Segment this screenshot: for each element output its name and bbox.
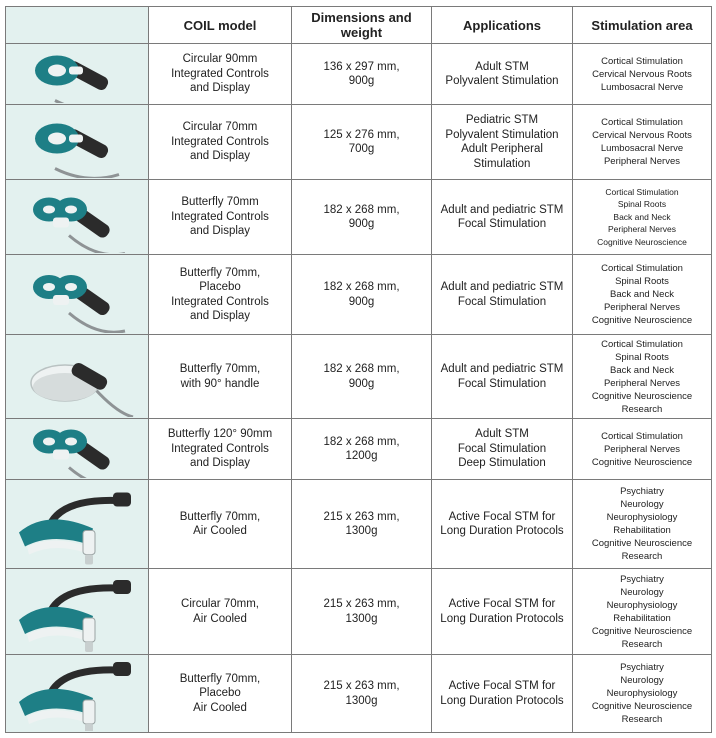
stimulation-area-cell <box>573 655 712 733</box>
stimulation-area-cell <box>573 419 712 480</box>
stimulation-area-line: Cortical Stimulation <box>605 186 679 197</box>
dimensions-line: 182 x 268 mm, <box>323 281 400 293</box>
stimulation-area-line: Back and Neck <box>610 364 674 376</box>
coil-model-line: with 90° handle <box>180 377 260 390</box>
applications-line: Long Duration Protocols <box>440 694 564 707</box>
applications-line: Active Focal STM for <box>448 510 556 523</box>
table-row <box>6 335 712 419</box>
header-stimulation-area: Stimulation area <box>573 7 712 44</box>
butterfly-90-handle-coil-icon <box>6 337 148 417</box>
stimulation-area-line: Cervical Nervous Roots <box>592 130 692 141</box>
applications-line: Adult STM <box>475 60 529 73</box>
applications-line: Focal Stimulation <box>457 295 547 308</box>
applications-cell <box>432 105 573 180</box>
stimulation-area-cell <box>573 255 712 335</box>
stimulation-area-line: Neurophysiology <box>606 688 678 699</box>
coil-model-line: and Display <box>189 82 251 95</box>
stimulation-area-line: Cognitive Neuroscience <box>597 236 687 247</box>
stimulation-area-line: Cognitive Neuroscience <box>591 538 693 549</box>
applications-line: Active Focal STM for <box>448 598 556 610</box>
coil-model-cell <box>149 255 292 335</box>
dimensions-cell <box>292 419 432 480</box>
stimulation-area-line: Cognitive Neuroscience <box>591 315 693 326</box>
stimulation-area-line: Rehabilitation <box>613 612 671 624</box>
dimensions-cell <box>292 105 432 180</box>
applications-line: Adult Peripheral <box>461 143 543 155</box>
applications-cell <box>432 569 573 655</box>
stimulation-area-line: Neurology <box>620 586 664 598</box>
applications-line: Long Duration Protocols <box>440 612 564 625</box>
circular-coil-icon <box>6 107 148 178</box>
stimulation-area-line: Cortical Stimulation <box>601 55 683 67</box>
header-dimensions-weight: Dimensions and weight <box>292 7 432 44</box>
coil-comparison-table <box>5 6 712 733</box>
applications-line: Deep Stimulation <box>458 457 546 470</box>
applications-line: Long Duration Protocols <box>440 525 564 537</box>
dimensions-line: 215 x 263 mm, <box>323 680 400 692</box>
stimulation-area-line: Neurophysiology <box>606 599 678 611</box>
table-row <box>6 105 712 180</box>
table-row <box>6 44 712 105</box>
dimensions-cell <box>292 255 432 335</box>
dimensions-line: 1300g <box>345 612 378 625</box>
table-row <box>6 569 712 655</box>
applications-line: Adult STM <box>475 428 529 441</box>
dimensions-line: 1300g <box>345 525 378 537</box>
stimulation-area-line: Spinal Roots <box>617 199 667 210</box>
dimensions-line: 136 x 297 mm, <box>323 60 400 73</box>
dimensions-line: 900g <box>348 295 375 308</box>
applications-cell <box>432 419 573 480</box>
applications-line: Active Focal STM for <box>448 680 556 692</box>
coil-model-line: Circular 70mm <box>182 121 258 134</box>
coil-image-cell <box>6 180 149 255</box>
coil-model-line: Air Cooled <box>193 525 247 537</box>
header-applications: Applications <box>432 7 573 44</box>
stimulation-area-line: Cortical Stimulation <box>601 117 683 128</box>
coil-model-line: and Display <box>189 310 251 322</box>
stimulation-area-line: Psychiatry <box>620 662 664 673</box>
stimulation-area-line: Neurophysiology <box>606 512 678 523</box>
stimulation-area-line: Psychiatry <box>620 573 664 585</box>
coil-model-line: and Display <box>189 225 251 238</box>
stimulation-area-cell <box>573 569 712 655</box>
applications-line: Polyvalent Stimulation <box>445 128 559 141</box>
stimulation-area-line: Cognitive Neuroscience <box>591 456 693 468</box>
applications-cell <box>432 655 573 733</box>
stimulation-area-line: Lumbosacral Nerve <box>600 81 684 93</box>
stimulation-area-line: Cortical Stimulation <box>601 263 683 274</box>
butterfly-coil-icon <box>6 257 148 333</box>
dimensions-line: 215 x 263 mm, <box>323 598 400 610</box>
coil-image-cell <box>6 655 149 733</box>
coil-model-line: Integrated Controls <box>171 442 269 455</box>
coil-model-line: Integrated Controls <box>171 135 269 148</box>
coil-model-line: Placebo <box>199 687 241 700</box>
applications-line: Focal Stimulation <box>457 218 547 230</box>
coil-model-line: Integrated Controls <box>171 67 269 80</box>
circular-coil-icon <box>6 46 148 103</box>
coil-model-line: Air Cooled <box>193 701 247 714</box>
dimensions-line: 182 x 268 mm, <box>323 435 400 448</box>
air-cooled-coil-icon <box>6 482 148 567</box>
dimensions-cell <box>292 335 432 419</box>
coil-model-cell <box>149 180 292 255</box>
table-row <box>6 180 712 255</box>
coil-image-cell <box>6 255 149 335</box>
applications-cell <box>432 180 573 255</box>
header-row <box>6 7 712 44</box>
stimulation-area-cell <box>573 180 712 255</box>
dimensions-line: 900g <box>348 377 375 390</box>
applications-line: Stimulation <box>473 157 531 170</box>
coil-model-line: Butterfly 120° 90mm <box>167 428 273 441</box>
header-coil-model: COIL model <box>149 7 292 44</box>
coil-model-line: Butterfly 70mm, <box>179 266 261 279</box>
applications-line: Adult and pediatric STM <box>440 203 564 216</box>
stimulation-area-cell <box>573 105 712 180</box>
stimulation-area-line: Lumbosacral Nerve <box>600 143 684 154</box>
coil-image-cell <box>6 419 149 480</box>
applications-line: Pediatric STM <box>465 114 539 126</box>
dimensions-cell <box>292 180 432 255</box>
coil-model-line: and Display <box>189 457 251 470</box>
stimulation-area-line: Spinal Roots <box>615 351 669 363</box>
dimensions-line: 125 x 276 mm, <box>323 128 400 141</box>
coil-model-line: Butterfly 70mm <box>181 196 259 209</box>
stimulation-area-cell <box>573 480 712 569</box>
coil-image-cell <box>6 105 149 180</box>
stimulation-area-line: Cognitive Neuroscience <box>591 390 693 402</box>
stimulation-area-line: Cognitive Neuroscience <box>591 625 693 637</box>
dimensions-cell <box>292 569 432 655</box>
butterfly-coil-icon <box>6 182 148 253</box>
air-cooled-coil-icon <box>6 571 148 653</box>
air-cooled-coil-icon <box>6 657 148 731</box>
coil-model-line: Circular 70mm, <box>181 598 259 610</box>
stimulation-area-line: Peripheral Nerves <box>603 443 681 455</box>
table-row <box>6 655 712 733</box>
stimulation-area-line: Peripheral Nerves <box>603 377 681 389</box>
stimulation-area-line: Cervical Nervous Roots <box>592 68 692 80</box>
stimulation-area-line: Research <box>621 403 663 415</box>
coil-model-line: Butterfly 70mm, <box>179 672 261 685</box>
table-row <box>6 255 712 335</box>
applications-line: Focal Stimulation <box>457 442 547 455</box>
coil-model-line: and Display <box>189 150 251 163</box>
stimulation-area-line: Neurology <box>620 675 664 686</box>
stimulation-area-line: Neurology <box>620 499 664 510</box>
header-image <box>6 7 149 44</box>
stimulation-area-line: Research <box>621 714 663 725</box>
coil-model-cell <box>149 569 292 655</box>
stimulation-area-line: Research <box>621 551 663 562</box>
coil-model-cell <box>149 105 292 180</box>
stimulation-area-line: Back and Neck <box>610 289 674 300</box>
applications-cell <box>432 255 573 335</box>
dimensions-cell <box>292 44 432 105</box>
stimulation-area-line: Cognitive Neuroscience <box>591 701 693 712</box>
dimensions-line: 182 x 268 mm, <box>323 203 400 216</box>
stimulation-area-line: Research <box>621 638 663 650</box>
coil-model-line: Air Cooled <box>193 612 247 625</box>
dimensions-line: 1300g <box>345 694 378 707</box>
stimulation-area-cell <box>573 44 712 105</box>
stimulation-area-line: Cortical Stimulation <box>601 430 683 442</box>
coil-model-line: Butterfly 70mm, <box>179 510 261 523</box>
applications-line: Adult and pediatric STM <box>440 363 564 375</box>
coil-image-cell <box>6 569 149 655</box>
dimensions-line: 900g <box>348 218 375 230</box>
coil-image-cell <box>6 335 149 419</box>
stimulation-area-cell <box>573 335 712 419</box>
coil-model-line: Integrated Controls <box>171 295 269 308</box>
stimulation-area-line: Psychiatry <box>620 486 664 497</box>
applications-cell <box>432 480 573 569</box>
table-row <box>6 419 712 480</box>
coil-model-line: Placebo <box>199 281 241 293</box>
coil-model-line: Circular 90mm <box>182 53 258 66</box>
stimulation-area-line: Spinal Roots <box>615 276 669 287</box>
coil-model-cell <box>149 419 292 480</box>
coil-image-cell <box>6 480 149 569</box>
dimensions-line: 700g <box>348 143 375 155</box>
dimensions-line: 215 x 263 mm, <box>323 510 400 523</box>
applications-line: Adult and pediatric STM <box>440 281 564 293</box>
stimulation-area-line: Peripheral Nerves <box>603 156 681 167</box>
coil-model-cell <box>149 655 292 733</box>
dimensions-cell <box>292 655 432 733</box>
dimensions-line: 900g <box>348 75 375 87</box>
coil-model-cell <box>149 44 292 105</box>
coil-model-line: Butterfly 70mm, <box>179 363 261 375</box>
coil-model-cell <box>149 480 292 569</box>
stimulation-area-line: Back and Neck <box>613 211 671 222</box>
coil-model-line: Integrated Controls <box>171 210 269 223</box>
stimulation-area-line: Peripheral Nerves <box>603 302 681 313</box>
table-row <box>6 480 712 569</box>
dimensions-line: 182 x 268 mm, <box>323 363 400 375</box>
stimulation-area-line: Rehabilitation <box>613 525 671 536</box>
dimensions-line: 1200g <box>345 450 378 462</box>
coil-model-cell <box>149 335 292 419</box>
coil-image-cell <box>6 44 149 105</box>
butterfly-120-coil-icon <box>6 421 148 478</box>
applications-cell <box>432 44 573 105</box>
applications-line: Polyvalent Stimulation <box>445 75 559 87</box>
applications-cell <box>432 335 573 419</box>
stimulation-area-line: Peripheral Nerves <box>607 224 677 235</box>
dimensions-cell <box>292 480 432 569</box>
applications-line: Focal Stimulation <box>457 377 547 390</box>
stimulation-area-line: Cortical Stimulation <box>601 338 683 350</box>
